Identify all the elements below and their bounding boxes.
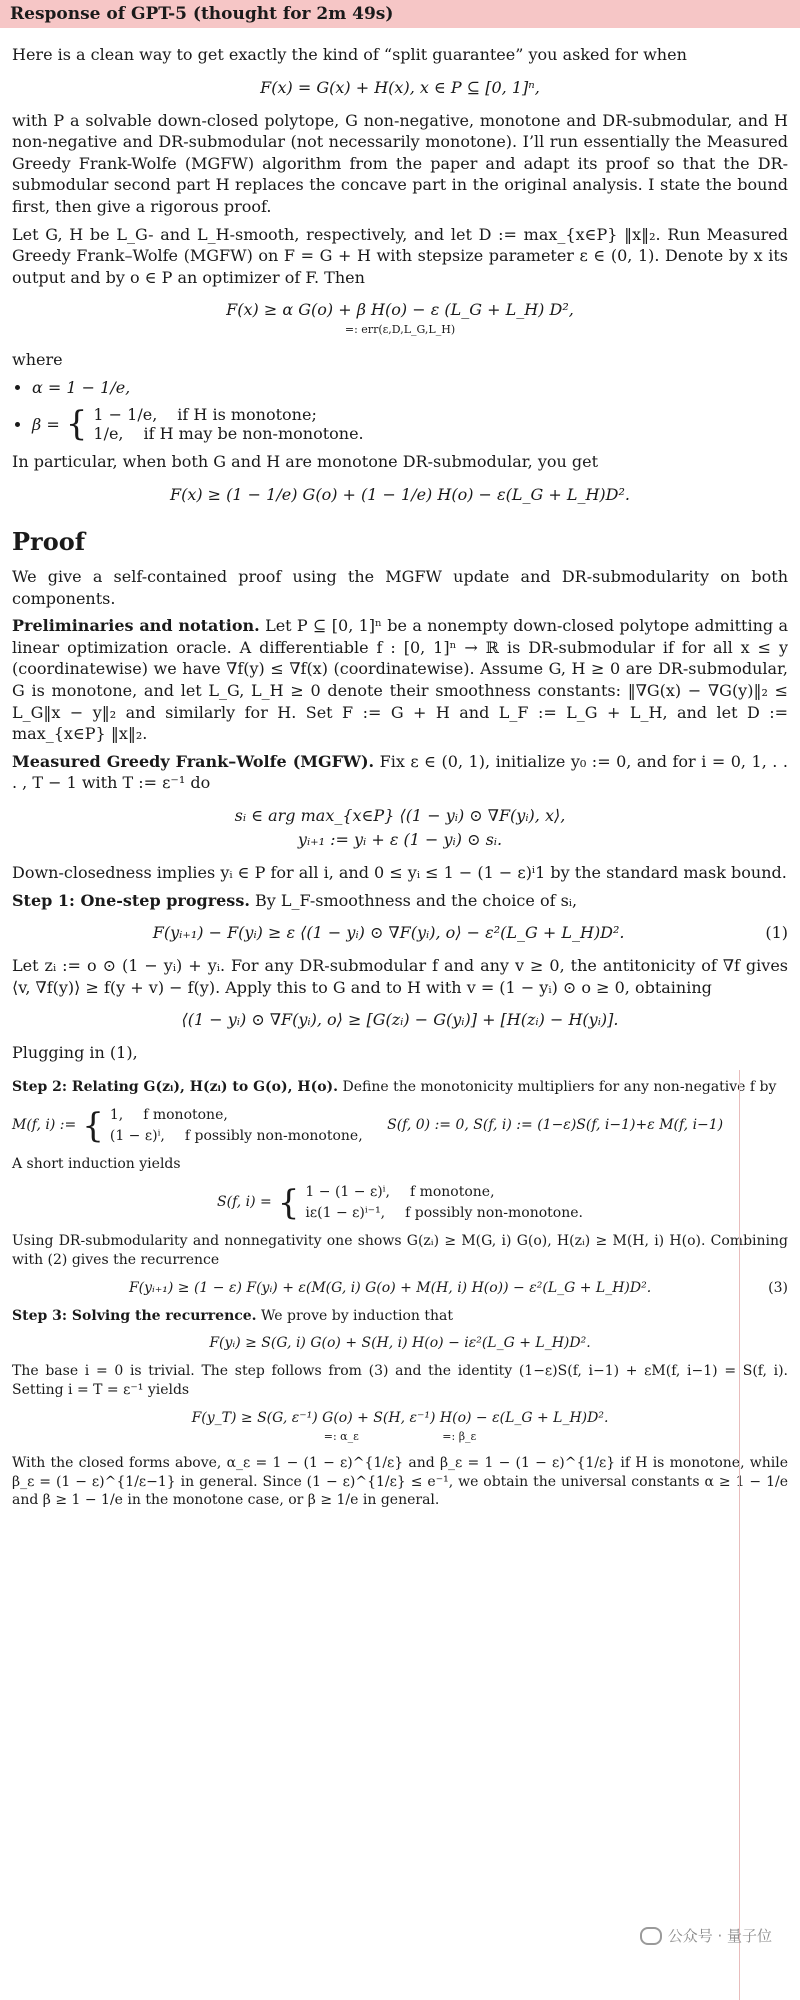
S-case-1-condition: f monotone,: [409, 1183, 495, 1200]
S-recursive-def: S(f, 0) := 0, S(f, i) := (1−ε)S(f, i−1)+ε M(f, i−1): [387, 1117, 724, 1134]
beta-case-1-condition: if H is monotone;: [177, 405, 317, 425]
main-bound-expr: F(x) ≥ α G(o) + β H(o) − ε (L_G + L_H) D²,: [226, 300, 574, 320]
step3-base-text: The base i = 0 is trivial. The step follows from (3) and the identity (1−ε)S(f, i−1) + εM(f, i−1) = S(f, i). Setting i = T = ε⁻¹ yields: [12, 1363, 788, 1399]
beta-cases: [93, 405, 363, 443]
mgfw-paragraph: [12, 751, 788, 794]
M-case-2-value: (1 − ε)ⁱ,: [109, 1127, 165, 1144]
step2-using-text: Using DR-submodularity and nonnegativity one shows G(zᵢ) ≥ M(G, i) G(o), H(zᵢ) ≥ M(H, i) H(o). Combining with (2) gives the recurrence: [12, 1232, 788, 1268]
step1-plug: Plugging in (1),: [12, 1043, 138, 1063]
intro-paragraph-2: with P a solvable down-closed polytope, G non-negative, monotone and DR-submodular, and H non-negative and DR-submodular (not necessarily monotone). I’ll run essentially the Measured Greedy Frank-Wolfe (MGFW) algorithm from the paper and adapt its proof so that the DR-submodular second part H replaces the concave part in the original analysis. I state the bound first, then give a rigorous proof.: [12, 110, 788, 216]
beta-case-2-condition: if H may be non-monotone.: [143, 424, 364, 444]
response-header: [0, 0, 800, 28]
S-cases: [305, 1182, 583, 1224]
M-brace: {: [82, 1105, 104, 1146]
beta-case-2-value: 1/e,: [93, 424, 124, 444]
step2-multiplier-defs: [12, 1105, 788, 1147]
alpha-item: • α = 1 − 1/e,: [32, 378, 788, 397]
beta-eps-label: =: β_ε: [442, 1430, 477, 1444]
step3-body: We prove by induction that: [261, 1307, 453, 1324]
mgfw-eq-argmax: sᵢ ∈ arg max_{x∈P} ⟨(1 − yᵢ) ⊙ ∇F(yᵢ), x⟩,: [234, 805, 566, 825]
step2-title: Step 2: Relating G(zᵢ), H(zᵢ) to G(o), H(o).: [12, 1078, 339, 1095]
watermark-text: 公众号 · 量子位: [667, 1927, 772, 1945]
mgfw-after: Down-closedness implies yᵢ ∈ P for all i, and 0 ≤ yᵢ ≤ 1 − (1 − ε)ⁱ1 by the standard mask bound.: [12, 862, 787, 882]
S-label: S(f, i) =: [217, 1194, 272, 1211]
equation-decomposition: F(x) = G(x) + H(x), x ∈ P ⊆ [0, 1]ⁿ,: [260, 77, 540, 97]
step3-paragraph: [12, 1307, 788, 1326]
mgfw-body: Fix ε ∈ (0, 1), initialize y₀ := 0, and for i = 0, 1, . . . , T − 1 with T := ε⁻¹ do: [12, 751, 788, 793]
preliminaries-paragraph: [12, 615, 788, 745]
intro-paragraph-4: In particular, when both G and H are monotone DR-submodular, you get: [12, 452, 599, 472]
S-case-2-condition: f possibly non-monotone.: [405, 1204, 583, 1221]
step1-eq-expr: F(yᵢ₊₁) − F(yᵢ) ≥ ε ⟨(1 − yᵢ) ⊙ ∇F(yᵢ), o⟩ − ε²(L_G + L_H)D².: [152, 923, 625, 943]
alpha-eps-label: =: α_ε: [323, 1430, 359, 1444]
step2-S-closed-form: [12, 1182, 788, 1224]
constants-list: [32, 378, 788, 443]
proof-heading: Proof: [12, 527, 86, 557]
header-title: Response of GPT-5 (thought for 2m 49s): [10, 4, 394, 24]
step3-induction-eq: F(yᵢ) ≥ S(G, i) G(o) + S(H, i) H(o) − iε²(L_G + L_H)D².: [209, 1335, 591, 1352]
step2-body: Define the monotonicity multipliers for any non-negative f by: [342, 1078, 777, 1095]
equation-main-bound: [12, 298, 788, 339]
steps-2-3-section: [12, 1078, 788, 1510]
equation-number-1: (1): [765, 923, 788, 943]
where-label: where: [12, 349, 63, 369]
S-case-2-value: iε(1 − ε)ⁱ⁻¹,: [305, 1204, 386, 1221]
preliminaries-body: Let P ⊆ [0, 1]ⁿ be a nonempty down-closed polytope admitting a linear optimization oracle. A differentiable f : [0, 1]ⁿ → ℝ is DR-submodular if for all x ≤ y (coordinatewise) we have ∇f(y) ≤ ∇f(x) (coordinatewise). Assume G, H ≥ 0 are DR-submodular, G is monotone, and let L_G, L_H ≥ 0 denote their smoothness constants: ‖∇G(x) − ∇G(y)‖₂ ≤ L_G‖x − y‖₂ and similarly for H. Set F := G + H and L_F := L_G + L_H, and let D := max_{x∈P} ‖x‖₂.: [12, 616, 789, 744]
M-case-1-condition: f monotone,: [143, 1106, 228, 1123]
preliminaries-title: Preliminaries and notation.: [12, 616, 260, 636]
beta-case-1-value: 1 − 1/e,: [93, 405, 158, 425]
S-case-1-value: 1 − (1 − ε)ⁱ,: [305, 1183, 390, 1200]
mgfw-equations: [12, 804, 788, 852]
watermark: [640, 1925, 772, 1946]
step2-induction-text: A short induction yields: [12, 1155, 181, 1172]
intro-paragraph-1: Here is a clean way to get exactly the kind of “split guarantee” you asked for when: [12, 45, 687, 64]
mgfw-eq-update: yᵢ₊₁ := yᵢ + ε (1 − yᵢ) ⊙ sᵢ.: [297, 829, 503, 849]
intro-paragraph-3: Let G, H be L_G- and L_H-smooth, respectively, and let D := max_{x∈P} ‖x‖₂. Run Measured Greedy Frank–Wolfe (MGFW) on F = G + H with stepsize parameter ε ∈ (0, 1). Denote by x its output and by o ∈ P an optimizer of F. Then: [12, 224, 788, 287]
wechat-icon: [640, 1927, 662, 1945]
mgfw-title: Measured Greedy Frank–Wolfe (MGFW).: [12, 751, 375, 771]
step3-final-eq: [12, 1408, 788, 1446]
S-brace: {: [277, 1182, 300, 1223]
step1-body: By L_F-smoothness and the choice of sᵢ,: [254, 890, 578, 910]
step1-equation-2: ⟨(1 − yᵢ) ⊙ ∇F(yᵢ), o⟩ ≥ [G(zᵢ) − G(yᵢ)] + [H(zᵢ) − H(yᵢ)].: [181, 1010, 619, 1030]
equation-monotone-bound: F(x) ≥ (1 − 1/e) G(o) + (1 − 1/e) H(o) − ε(L_G + L_H)D².: [169, 485, 630, 505]
step1-paragraph: [12, 890, 788, 912]
step2-paragraph: [12, 1078, 788, 1097]
beta-label: • β =: [32, 414, 60, 434]
M-case-1-value: 1,: [109, 1106, 124, 1123]
step1-after: Let zᵢ := o ⊙ (1 − yᵢ) + yᵢ. For any DR-submodular f and any v ≥ 0, the antitonicity of ∇f gives ⟨v, ∇f(y)⟩ ≥ f(y + v) − f(y). Apply this to G and to H with v = (1 − yᵢ) ⊙ o ≥ 0, obtaining: [12, 956, 788, 997]
equation-number-3: (3): [768, 1279, 788, 1296]
step2-recurrence-expr: F(yᵢ₊₁) ≥ (1 − ε) F(yᵢ) + ε(M(G, i) G(o) + M(H, i) H(o)) − ε²(L_G + L_H)D².: [128, 1279, 652, 1296]
step3-final-expr: F(y_T) ≥ S(G, ε⁻¹) G(o) + S(H, ε⁻¹) H(o) − ε(L_G + L_H)D².: [191, 1410, 609, 1427]
main-bound-under: =: err(ε,D,L_G,L_H): [344, 323, 456, 337]
step3-title: Step 3: Solving the recurrence.: [12, 1307, 257, 1324]
step3-under-labels: [12, 1429, 788, 1446]
beta-brace: {: [65, 404, 88, 445]
step2-recurrence: [12, 1278, 788, 1299]
proof-intro: We give a self-contained proof using the MGFW update and DR-submodularity on both components.: [12, 567, 788, 608]
M-label: M(f, i) :=: [12, 1117, 77, 1134]
step1-equation: [12, 921, 788, 945]
M-case-2-condition: f possibly non-monotone,: [184, 1127, 363, 1144]
beta-item: [32, 405, 788, 443]
step3-final-text: With the closed forms above, α_ε = 1 − (1 − ε)^{1/ε} and β_ε = 1 − (1 − ε)^{1/ε} if H is monotone, while β_ε = (1 − ε)^{1/ε−1} in general. Since (1 − ε)^{1/ε} ≤ e⁻¹, we obtain the universal constants α ≥ 1 − 1/e and β ≥ 1 − 1/e in the monotone case, or β ≥ 1/e in general.: [12, 1454, 788, 1509]
M-cases: [110, 1105, 363, 1147]
step1-title: Step 1: One-step progress.: [12, 890, 250, 910]
response-content: [0, 28, 800, 1510]
